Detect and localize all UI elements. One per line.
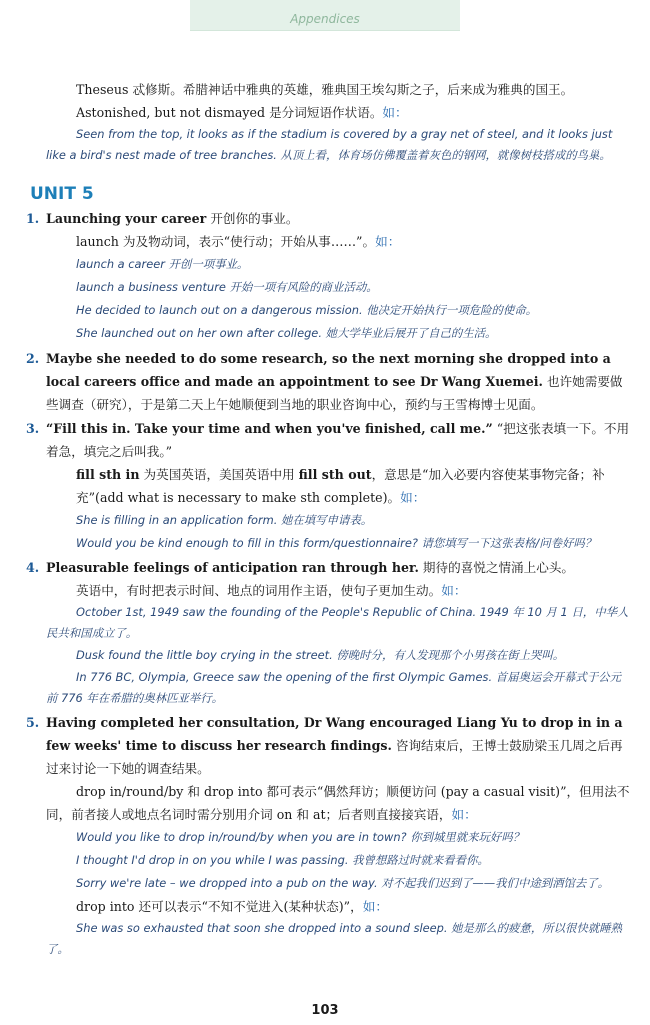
example: launch a business venture 开始一项有风险的商业活动。 <box>76 280 378 294</box>
example: I thought I'd drop in on you while I was passing. 我曾想路过时就来看看你。 <box>76 853 489 867</box>
example: launch a career 开创一项事业。 <box>76 257 249 271</box>
item-number: 5. <box>26 715 40 730</box>
example: Would you like to drop in/round/by when you are in town? 你到城里就来玩好吗？ <box>76 830 525 844</box>
item-number: 2. <box>26 351 40 366</box>
header-band <box>190 0 460 31</box>
item-4: 4. Pleasurable feelings of anticipation ran through her. 期待的喜悦之情涌上心头。 英语中，有时把表示时间、地点的词用作主语，使句子更加生动。如： October 1st, 1949 saw the founding of the People's Republic of China. 1949 年 10 月 1 日，中华人民共和国成立了。 Dusk found the little boy crying in the street. 傍晚时分，有人发现那个小男孩在街上哭叫。 In 776 BC, Olympia, Greece saw the opening of the first Olympic Games. 首届奥运会开幕式于公元前 776 年在希腊的奥林匹亚举行。 <box>46 556 630 709</box>
page-number: 103 <box>311 1003 339 1018</box>
example: Would you be kind enough to fill in this form/questionnaire? 请您填写一下这张表格/问卷好吗？ <box>76 536 597 550</box>
item-2: 2. Maybe she needed to do some research, so the next morning she dropped into a local careers office and made an appointment to see Dr Wang Xuemei. 也许她需要做些调查（研究），于是第二天上午她顺便到当地的职业咨询中心，预约与王雪梅博士见面。 <box>46 347 630 416</box>
item-5: 5. Having completed her consultation, Dr Wang encouraged Liang Yu to drop in in a few weeks' time to discuss her research findings. 咨询结束后，王博士鼓励梁玉几周之后再过来讨论一下她的调查结果。 drop in/round/by 和 drop into 都可表示“偶然拜访；顺便访问 (pay a casual visit)”，但用法不同，前者接人或地点名词时需分别用介词 on 和 at；后者则直接接宾语，如： Would you like to drop in/round/by when you are in town? 你到城里就来玩好吗？ I thought I'd drop in on you while I was passing. 我曾想路过时就来看看你。 Sorry we're late – we dropped into a pub on the way. 对不起我们迟到了——我们中途到酒馆去了。 drop into 还可以表示“不知不觉进入(某种状态)”，如： She was so exhausted that soon she dropped into a sound sleep. 她是那么的疲惫，所以很快就睡熟了。 <box>46 711 630 960</box>
running-header: Appendices <box>290 12 360 26</box>
item-number: 1. <box>26 211 40 226</box>
example: October 1st, 1949 saw the founding of the People's Republic of China. 1949 年 10 月 1 日，中华人民共和国成立了。 <box>46 605 629 640</box>
example: She launched out on her own after college. 她大学毕业后展开了自己的生活。 <box>76 326 497 340</box>
item-3: 3. “Fill this in. Take your time and when you've finished, call me.” “把这张表填一下。不用着急，填完之后叫我。” fill sth in 为英国英语，美国英语中用 fill sth out，意思是“加入必要内容使某事物完备；补充”(add what is necessary to make sth complete)。如： She is filling in an application form. 她在填写申请表。 Would you be kind enough to fill in this form/questionnaire? 请您填写一下这张表格/问卷好吗？ <box>46 417 630 555</box>
unit-title: UNIT 5 <box>30 184 94 204</box>
example: Sorry we're late – we dropped into a pub on the way. 对不起我们迟到了——我们中途到酒馆去了。 <box>76 876 610 890</box>
example: In 776 BC, Olympia, Greece saw the opening of the first Olympic Games. 首届奥运会开幕式于公元前 776 年在希腊的奥林匹亚举行。 <box>46 670 622 705</box>
intro-example: Seen from the top, it looks as if the stadium is covered by a gray net of steel, and it looks just like a bird's nest made of tree branches. 从顶上看，体育场仿佛覆盖着灰色的钢网，就像树枝搭成的鸟巢。 <box>46 127 613 162</box>
item-1: 1. Launching your career 开创你的事业。 launch 为及物动词，表示“使行动；开始从事……”。如： launch a career 开创一项事业。 launch a business venture 开始一项有风险的商业活动。 He decided to launch out on a dangerous mission. 他决定开始执行一项危险的使命。 She launched out on her own after college. 她大学毕业后展开了自己的生活。 <box>46 207 630 345</box>
example: She was so exhausted that soon she dropped into a sound sleep. 她是那么的疲惫，所以很快就睡熟了。 <box>46 921 623 956</box>
example: He decided to launch out on a dangerous mission. 他决定开始执行一项危险的使命。 <box>76 303 538 317</box>
item-number: 3. <box>26 421 40 436</box>
astonished-note: Astonished, but not dismayed 是分词短语作状语。如： <box>76 105 408 120</box>
item-number: 4. <box>26 560 40 575</box>
page-content <box>26 78 630 960</box>
theseus-note: Theseus 忒修斯。希腊神话中雅典的英雄，雅典国王埃勾斯之子，后来成为雅典的国王。 <box>76 82 574 97</box>
example: Dusk found the little boy crying in the street. 傍晚时分，有人发现那个小男孩在街上哭叫。 <box>76 648 565 662</box>
example: She is filling in an application form. 她在填写申请表。 <box>76 513 373 527</box>
